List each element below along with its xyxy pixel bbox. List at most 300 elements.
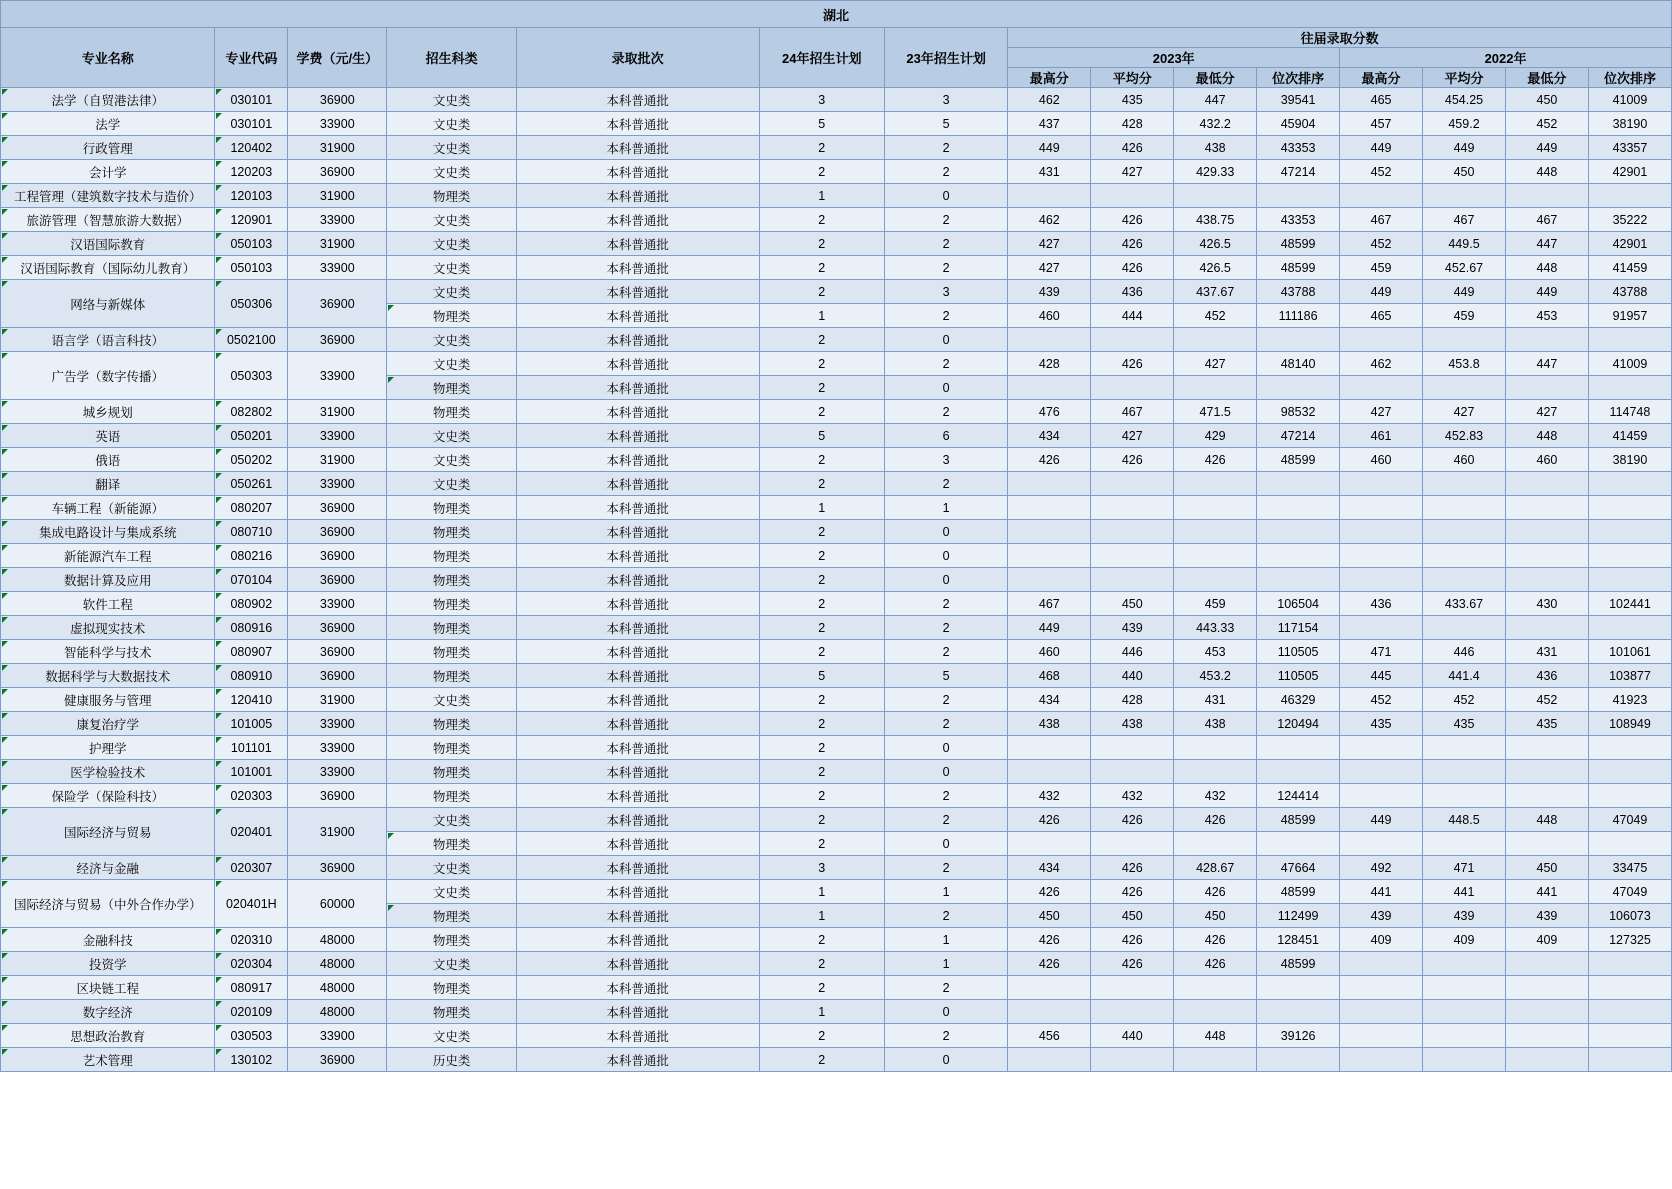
cell-2022-avg: 467 [1423,208,1506,232]
cell-2022-rank [1588,376,1671,400]
cell-plan-24: 2 [759,928,884,952]
cell-batch: 本科普通批 [516,904,759,928]
cell-2023-max: 434 [1008,688,1091,712]
cell-plan-23: 0 [884,544,1007,568]
cell-plan-24: 2 [759,568,884,592]
cell-plan-24: 5 [759,424,884,448]
cell-plan-24: 2 [759,976,884,1000]
cell-tuition: 33900 [288,736,387,760]
cell-2023-rank: 110505 [1257,664,1340,688]
cell-2022-min: 448 [1505,424,1588,448]
cell-category: 文史类 [387,424,516,448]
cell-2022-rank [1588,976,1671,1000]
cell-major-name: 车辆工程（新能源） [1,496,215,520]
cell-tuition: 33900 [288,472,387,496]
cell-2023-min [1174,544,1257,568]
cell-2022-rank: 38190 [1588,112,1671,136]
cell-2022-rank [1588,520,1671,544]
cell-plan-23: 0 [884,520,1007,544]
cell-2022-max: 449 [1340,136,1423,160]
cell-2022-avg [1423,472,1506,496]
cell-category: 文史类 [387,448,516,472]
cell-major-code: 070104 [215,568,288,592]
cell-major-code: 050261 [215,472,288,496]
cell-2022-rank [1588,952,1671,976]
cell-2023-avg: 426 [1091,880,1174,904]
cell-2022-avg: 449 [1423,280,1506,304]
cell-2022-max: 462 [1340,352,1423,376]
cell-2023-min: 427 [1174,352,1257,376]
cell-tuition: 36900 [288,784,387,808]
cell-2023-max: 428 [1008,352,1091,376]
cell-category: 物理类 [387,640,516,664]
cell-2022-min [1505,952,1588,976]
cell-2023-rank: 98532 [1257,400,1340,424]
table-row [1,136,1672,160]
cell-major-code: 050306 [215,280,288,328]
cell-2022-rank: 101061 [1588,640,1671,664]
cell-major-name: 保险学（保险科技） [1,784,215,808]
cell-major-name: 经济与金融 [1,856,215,880]
cell-2022-rank [1588,832,1671,856]
cell-2023-rank [1257,1048,1340,1072]
cell-category: 物理类 [387,832,516,856]
cell-2023-min: 450 [1174,904,1257,928]
cell-2023-rank: 48599 [1257,952,1340,976]
cell-category: 物理类 [387,976,516,1000]
cell-category: 物理类 [387,904,516,928]
cell-2022-max: 445 [1340,664,1423,688]
cell-major-code: 050202 [215,448,288,472]
cell-plan-23: 1 [884,928,1007,952]
cell-2023-rank: 45904 [1257,112,1340,136]
cell-2023-min [1174,376,1257,400]
cell-plan-24: 5 [759,112,884,136]
cell-2023-rank: 124414 [1257,784,1340,808]
cell-2022-min: 436 [1505,664,1588,688]
cell-plan-23: 2 [884,712,1007,736]
cell-2023-max: 426 [1008,448,1091,472]
cell-plan-23: 1 [884,952,1007,976]
cell-2022-min: 448 [1505,160,1588,184]
cell-2022-min [1505,544,1588,568]
cell-2023-max: 467 [1008,592,1091,616]
cell-major-name: 城乡规划 [1,400,215,424]
cell-tuition: 48000 [288,952,387,976]
cell-2022-rank: 43357 [1588,136,1671,160]
cell-2022-rank [1588,1000,1671,1024]
cell-2022-min [1505,520,1588,544]
cell-2023-max: 462 [1008,208,1091,232]
cell-batch: 本科普通批 [516,496,759,520]
cell-2023-max [1008,544,1091,568]
cell-category: 文史类 [387,808,516,832]
table-row [1,760,1672,784]
cell-2023-min: 448 [1174,1024,1257,1048]
cell-2022-min: 427 [1505,400,1588,424]
cell-major-code: 080902 [215,592,288,616]
cell-2023-rank [1257,1000,1340,1024]
cell-2023-min: 426 [1174,880,1257,904]
col-header-batch: 录取批次 [516,28,759,88]
cell-batch: 本科普通批 [516,160,759,184]
cell-major-name: 数据计算及应用 [1,568,215,592]
cell-2022-min: 435 [1505,712,1588,736]
cell-2022-avg: 448.5 [1423,808,1506,832]
table-row [1,952,1672,976]
cell-2023-min: 428.67 [1174,856,1257,880]
cell-batch: 本科普通批 [516,448,759,472]
cell-major-name: 行政管理 [1,136,215,160]
cell-plan-24: 3 [759,856,884,880]
cell-2022-avg [1423,568,1506,592]
cell-2022-rank [1588,328,1671,352]
cell-plan-24: 1 [759,304,884,328]
cell-plan-23: 2 [884,904,1007,928]
cell-2022-rank: 41459 [1588,424,1671,448]
cell-2023-min: 438 [1174,712,1257,736]
table-row [1,232,1672,256]
cell-2022-avg: 459 [1423,304,1506,328]
cell-2022-rank: 47049 [1588,880,1671,904]
cell-2022-min [1505,376,1588,400]
cell-2022-max: 452 [1340,232,1423,256]
cell-major-code: 120901 [215,208,288,232]
cell-2022-max: 449 [1340,808,1423,832]
cell-2023-avg: 428 [1091,688,1174,712]
cell-2022-min [1505,832,1588,856]
cell-major-code: 080207 [215,496,288,520]
table-row [1,400,1672,424]
cell-tuition: 31900 [288,184,387,208]
cell-2022-max [1340,784,1423,808]
cell-batch: 本科普通批 [516,472,759,496]
cell-2022-max: 435 [1340,712,1423,736]
cell-2023-rank: 39541 [1257,88,1340,112]
cell-2023-rank: 117154 [1257,616,1340,640]
cell-plan-23: 2 [884,592,1007,616]
cell-batch: 本科普通批 [516,976,759,1000]
cell-2022-rank: 35222 [1588,208,1671,232]
cell-2023-max [1008,376,1091,400]
cell-plan-24: 2 [759,232,884,256]
cell-plan-24: 2 [759,760,884,784]
cell-2023-min: 426 [1174,928,1257,952]
cell-tuition: 33900 [288,760,387,784]
cell-2022-avg: 453.8 [1423,352,1506,376]
cell-2023-avg: 435 [1091,88,1174,112]
table-row [1,736,1672,760]
table-row [1,88,1672,112]
cell-major-code: 120203 [215,160,288,184]
cell-category: 文史类 [387,256,516,280]
cell-2022-max [1340,472,1423,496]
cell-plan-24: 2 [759,400,884,424]
cell-2022-avg: 446 [1423,640,1506,664]
cell-plan-24: 2 [759,592,884,616]
cell-2022-avg [1423,616,1506,640]
cell-plan-23: 0 [884,1048,1007,1072]
col-header-major-code: 专业代码 [215,28,288,88]
cell-major-name: 金融科技 [1,928,215,952]
cell-plan-24: 2 [759,472,884,496]
cell-major-name: 智能科学与技术 [1,640,215,664]
cell-plan-23: 2 [884,640,1007,664]
cell-2023-max [1008,760,1091,784]
cell-2022-avg [1423,1048,1506,1072]
cell-2023-max [1008,832,1091,856]
table-row [1,856,1672,880]
cell-2022-max [1340,832,1423,856]
cell-plan-23: 1 [884,880,1007,904]
table-header [1,1,1672,88]
cell-major-code: 050103 [215,256,288,280]
cell-major-name: 区块链工程 [1,976,215,1000]
table-row [1,664,1672,688]
cell-2023-max: 434 [1008,424,1091,448]
cell-major-code: 050303 [215,352,288,400]
cell-batch: 本科普通批 [516,328,759,352]
cell-2022-rank: 127325 [1588,928,1671,952]
col-header-2023-min: 最低分 [1174,68,1257,88]
cell-2023-avg: 432 [1091,784,1174,808]
cell-batch: 本科普通批 [516,1024,759,1048]
cell-tuition: 36900 [288,1048,387,1072]
cell-2023-max: 426 [1008,808,1091,832]
cell-category: 物理类 [387,928,516,952]
cell-plan-23: 2 [884,304,1007,328]
cell-tuition: 33900 [288,208,387,232]
cell-2022-min: 450 [1505,88,1588,112]
cell-major-code: 030101 [215,112,288,136]
cell-batch: 本科普通批 [516,280,759,304]
cell-major-code: 101101 [215,736,288,760]
cell-major-name: 国际经济与贸易（中外合作办学） [1,880,215,928]
cell-2022-avg [1423,832,1506,856]
cell-2023-rank: 106504 [1257,592,1340,616]
cell-plan-24: 2 [759,448,884,472]
cell-tuition: 36900 [288,328,387,352]
cell-2022-rank: 106073 [1588,904,1671,928]
table-row [1,160,1672,184]
cell-category: 文史类 [387,88,516,112]
cell-category: 物理类 [387,520,516,544]
cell-2022-max [1340,976,1423,1000]
cell-major-name: 艺术管理 [1,1048,215,1072]
cell-2023-min: 443.33 [1174,616,1257,640]
cell-2022-min [1505,976,1588,1000]
cell-2023-avg [1091,736,1174,760]
cell-2023-rank: 48599 [1257,256,1340,280]
cell-major-code: 0502100 [215,328,288,352]
cell-2023-max: 439 [1008,280,1091,304]
cell-2022-rank [1588,1048,1671,1072]
cell-2023-min [1174,184,1257,208]
cell-2022-rank: 42901 [1588,160,1671,184]
cell-major-code: 050103 [215,232,288,256]
cell-tuition: 48000 [288,928,387,952]
cell-major-name: 数字经济 [1,1000,215,1024]
cell-major-code: 020310 [215,928,288,952]
cell-2022-min: 431 [1505,640,1588,664]
cell-2023-avg: 426 [1091,352,1174,376]
cell-2022-min: 439 [1505,904,1588,928]
cell-2022-max: 471 [1340,640,1423,664]
cell-major-code: 020304 [215,952,288,976]
cell-tuition: 33900 [288,256,387,280]
cell-2022-avg [1423,376,1506,400]
table-row [1,352,1672,376]
cell-2022-max [1340,184,1423,208]
cell-2023-avg: 426 [1091,136,1174,160]
cell-plan-23: 3 [884,448,1007,472]
cell-2022-avg [1423,184,1506,208]
cell-2023-max: 460 [1008,640,1091,664]
cell-plan-24: 1 [759,496,884,520]
cell-2023-avg: 426 [1091,208,1174,232]
cell-major-code: 020303 [215,784,288,808]
cell-2023-avg: 426 [1091,256,1174,280]
cell-tuition: 31900 [288,136,387,160]
col-header-past-scores: 往届录取分数 [1008,28,1672,48]
cell-2022-min: 449 [1505,136,1588,160]
cell-2022-min [1505,616,1588,640]
cell-plan-24: 2 [759,160,884,184]
cell-category: 物理类 [387,544,516,568]
cell-category: 文史类 [387,328,516,352]
cell-2023-min [1174,760,1257,784]
cell-2023-avg: 426 [1091,448,1174,472]
cell-2022-max [1340,952,1423,976]
cell-2023-max: 449 [1008,136,1091,160]
cell-plan-23: 2 [884,1024,1007,1048]
cell-plan-23: 2 [884,976,1007,1000]
cell-plan-23: 0 [884,736,1007,760]
page-title: 湖北 [1,1,1672,28]
cell-2023-max: 434 [1008,856,1091,880]
cell-2023-avg: 436 [1091,280,1174,304]
cell-2023-avg: 427 [1091,160,1174,184]
cell-2023-avg: 467 [1091,400,1174,424]
cell-2022-avg: 471 [1423,856,1506,880]
cell-category: 物理类 [387,760,516,784]
cell-2022-avg [1423,952,1506,976]
cell-2022-min [1505,496,1588,520]
cell-2022-min: 448 [1505,256,1588,280]
cell-major-name: 新能源汽车工程 [1,544,215,568]
cell-2023-max: 437 [1008,112,1091,136]
cell-category: 物理类 [387,184,516,208]
cell-2023-avg: 428 [1091,112,1174,136]
cell-plan-23: 2 [884,784,1007,808]
cell-major-code: 020307 [215,856,288,880]
cell-2023-avg: 439 [1091,616,1174,640]
table-row [1,712,1672,736]
cell-2022-avg [1423,1024,1506,1048]
cell-major-name: 软件工程 [1,592,215,616]
cell-major-code: 101005 [215,712,288,736]
cell-2023-rank: 39126 [1257,1024,1340,1048]
cell-2023-avg: 426 [1091,808,1174,832]
table-row [1,1000,1672,1024]
cell-2022-rank [1588,472,1671,496]
col-header-plan-24: 24年招生计划 [759,28,884,88]
cell-2022-avg: 427 [1423,400,1506,424]
cell-major-code: 020401 [215,808,288,856]
cell-plan-23: 0 [884,760,1007,784]
cell-2023-max [1008,976,1091,1000]
cell-2023-max: 462 [1008,88,1091,112]
cell-2022-rank [1588,1024,1671,1048]
cell-2023-rank [1257,544,1340,568]
cell-2023-rank [1257,568,1340,592]
cell-2022-avg [1423,976,1506,1000]
cell-batch: 本科普通批 [516,856,759,880]
table-row [1,1048,1672,1072]
cell-batch: 本科普通批 [516,832,759,856]
cell-2022-avg: 435 [1423,712,1506,736]
cell-2023-min: 471.5 [1174,400,1257,424]
cell-plan-23: 0 [884,376,1007,400]
cell-tuition: 36900 [288,856,387,880]
cell-major-name: 法学（自贸港法律） [1,88,215,112]
table-row [1,448,1672,472]
cell-2023-rank [1257,184,1340,208]
col-header-major-name: 专业名称 [1,28,215,88]
cell-major-code: 080216 [215,544,288,568]
cell-2022-rank: 47049 [1588,808,1671,832]
cell-tuition: 31900 [288,232,387,256]
table-row [1,1024,1672,1048]
cell-2022-max: 460 [1340,448,1423,472]
cell-2022-min [1505,1024,1588,1048]
cell-2022-rank: 41459 [1588,256,1671,280]
cell-category: 文史类 [387,208,516,232]
cell-2022-avg: 449 [1423,136,1506,160]
cell-batch: 本科普通批 [516,352,759,376]
table-row [1,496,1672,520]
cell-batch: 本科普通批 [516,880,759,904]
cell-2022-min [1505,1000,1588,1024]
cell-major-code: 020401H [215,880,288,928]
table-row [1,688,1672,712]
cell-category: 文史类 [387,880,516,904]
cell-2022-max [1340,1000,1423,1024]
cell-batch: 本科普通批 [516,1048,759,1072]
cell-2022-min: 452 [1505,688,1588,712]
cell-2022-rank [1588,760,1671,784]
cell-tuition: 36900 [288,640,387,664]
cell-2022-rank: 38190 [1588,448,1671,472]
cell-2023-rank: 111186 [1257,304,1340,328]
cell-major-name: 医学检验技术 [1,760,215,784]
cell-2023-rank: 43353 [1257,136,1340,160]
cell-plan-23: 2 [884,616,1007,640]
cell-category: 物理类 [387,568,516,592]
cell-2023-min: 453.2 [1174,664,1257,688]
cell-2023-min: 447 [1174,88,1257,112]
cell-plan-24: 2 [759,784,884,808]
cell-major-code: 080907 [215,640,288,664]
cell-batch: 本科普通批 [516,952,759,976]
cell-major-name: 网络与新媒体 [1,280,215,328]
cell-plan-23: 2 [884,256,1007,280]
cell-2022-rank: 103877 [1588,664,1671,688]
cell-2022-rank: 41009 [1588,88,1671,112]
table-row [1,424,1672,448]
cell-2022-avg [1423,328,1506,352]
cell-2023-max: 426 [1008,928,1091,952]
